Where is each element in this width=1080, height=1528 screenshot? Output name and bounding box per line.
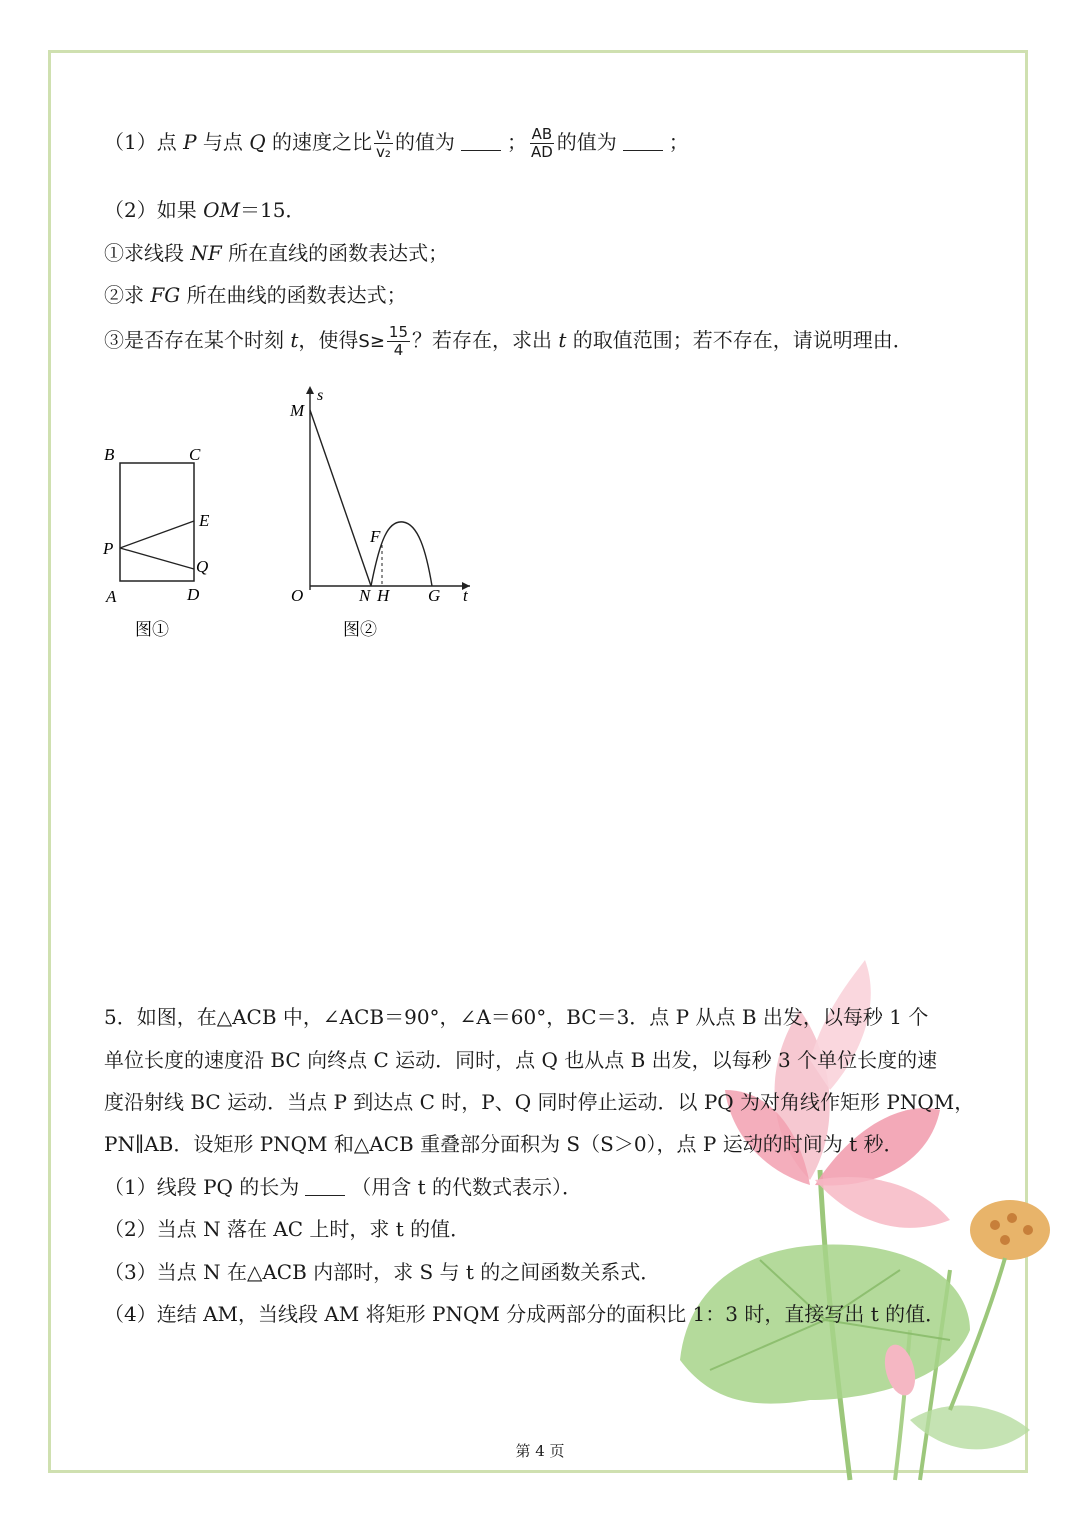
figure-2: [280, 380, 490, 650]
q5-part2: （2）当点 N 落在 AC 上时，求 t 的值．: [104, 1217, 471, 1241]
q5-part3: （3）当点 N 在△ACB 内部时，求 S 与 t 的之间函数关系式．: [104, 1260, 661, 1284]
q5-line-1: 5．如图，在△ACB 中，∠ACB＝90°，∠A＝60°，BC＝3．点 P 从点 B 出发，以每秒 1 个: [104, 1005, 929, 1029]
segment-mn: [310, 410, 371, 586]
label-c: C: [189, 445, 201, 464]
q5-line-3: 度沿射线 BC 运动．当点 P 到达点 C 时，P、Q 同时停止运动．以 PQ 为对角线作矩形 PNQM，: [104, 1090, 975, 1114]
answer-blank: [623, 132, 663, 151]
label-t: t: [463, 586, 468, 605]
segment-pe: [120, 521, 194, 548]
label-h: H: [377, 586, 390, 605]
label-o: O: [291, 586, 304, 605]
s-axis-arrow: [306, 386, 314, 394]
figure-1: [95, 435, 235, 650]
label-a: A: [106, 587, 117, 606]
label-d: D: [187, 585, 200, 604]
answer-blank: [461, 132, 501, 151]
segment-pq: [120, 548, 194, 569]
rectangle-abcd: [120, 463, 194, 581]
label-m: M: [290, 401, 305, 420]
label-s: s: [317, 387, 324, 404]
label-e: E: [199, 511, 210, 530]
q4-sub3: ③是否存在某个时刻 t，使得S≥ $\frac{15}{4}$ ？若存在，求出 t 的取值范围；若不存在，请说明理由．: [104, 323, 913, 359]
q5-part1: （1）线段 PQ 的长为 （用含 t 的代数式表示）．: [104, 1175, 583, 1199]
label-n: N: [359, 586, 371, 605]
label-p: P: [103, 539, 114, 558]
label-g: G: [428, 586, 441, 605]
label-b: B: [104, 445, 115, 464]
q5-line-2: 单位长度的速度沿 BC 向终点 C 运动．同时，点 Q 也从点 B 出发，以每秒 3 个单位长度的速: [104, 1048, 938, 1072]
q5-part4: （4）连结 AM，当线段 AM 将矩形 PNQM 分成两部分的面积比 1：3 时，直接写出 t 的值．: [104, 1302, 946, 1326]
label-q: Q: [196, 557, 209, 576]
fifteen-quarters-fraction: $\frac{15}{4}$: [388, 323, 409, 359]
figure-2-caption: 图②: [343, 620, 377, 639]
answer-blank: [305, 1177, 345, 1196]
q4-part1: （1）点 P 与点 Q 的速度之比 $\frac{\text{v₁}}{\text{v₂}}$ 的值为 ； $\frac{AB}{AD}$ 的值为 ；: [104, 125, 689, 161]
speed-ratio-fraction: $\frac{\text{v₁}}{\text{v₂}}$: [376, 125, 391, 161]
figure-1-caption: 图①: [135, 620, 169, 639]
q5-line-4: PN∥AB．设矩形 PNQM 和△ACB 重叠部分面积为 S（S＞0），点 P 运动的时间为 t 秒．: [104, 1132, 904, 1156]
page-number: 第 4 页: [515, 1442, 565, 1460]
q4-part2: （2）如果 OM＝15．: [104, 198, 306, 222]
label-f: F: [370, 527, 381, 546]
q4-sub1: ①求线段 NF 所在直线的函数表达式；: [104, 241, 449, 265]
q4-sub2: ②求 FG 所在曲线的函数表达式；: [104, 283, 407, 307]
ab-ad-fraction: $\frac{AB}{AD}$: [530, 125, 553, 161]
